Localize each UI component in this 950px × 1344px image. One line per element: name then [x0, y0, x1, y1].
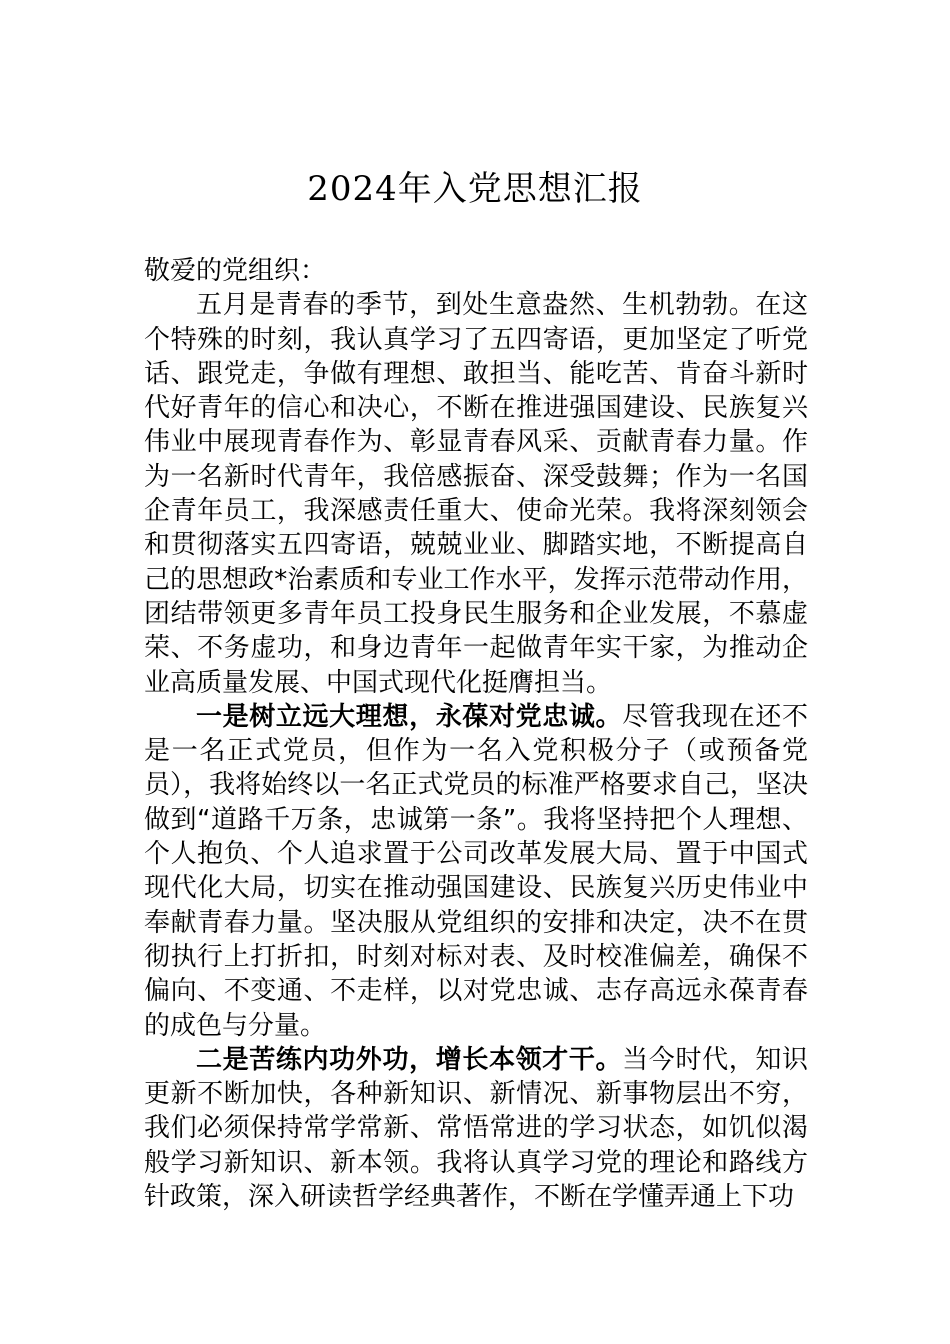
paragraph-intro [144, 288, 808, 700]
document-body [144, 254, 808, 1214]
paragraph-heading: 二是苦练内功外功，增长本领才干。 [196, 1044, 623, 1075]
paragraph-text: 当今时代，知识更新不断加快，各种新知识、新情况、新事物层出不穷，我们必须保持常学常新、常悟常进的学习状态，如饥似渴般学习新知识、新本领。我将认真学习党的理论和路线方针政策，深入研读哲学经典著作，不断在学懂弄通上下功 [144, 1044, 808, 1213]
paragraph-text: 五月是青春的季节，到处生意盎然、生机勃勃。在这个特殊的时刻，我认真学习了五四寄语，更加坚定了听党话、跟党走，争做有理想、敢担当、能吃苦、肯奋斗新时代好青年的信心和决心，不断在推进强国建设、民族复兴伟业中展现青春作为、彰显青春风采、贡献青春力量。作为一名新时代青年，我倍感振奋、深受鼓舞；作为一名国企青年员工，我深感责任重大、使命光荣。我将深刻领会和贯彻落实五四寄语，兢兢业业、脚踏实地，不断提高自己的思想政*治素质和专业工作水平，发挥示范带动作用，团结带领更多青年员工投身民生服务和企业发展，不慕虚荣、不务虚功，和身边青年一起做青年实干家，为推动企业高质量发展、中国式现代化挺膺担当。 [144, 290, 808, 698]
paragraph-ideal-loyalty [144, 700, 808, 1043]
paragraph-text: 尽管我现在还不是一名正式党员，但作为一名入党积极分子（或预备党员），我将始终以一名正式党员的标准严格要求自己，坚决做到“道路千万条，忠诚第一条”。我将坚持把个人理想、个人抱负、个人追求置于公司改革发展大局、置于中国式现代化大局，切实在推动强国建设、民族复兴历史伟业中奉献青春力量。坚决服从党组织的安排和决定，决不在贯彻执行上打折扣，时刻对标对表、及时校准偏差，确保不偏向、不变通、不走样，以对党忠诚、志存高远永葆青春的成色与分量。 [144, 701, 808, 1041]
salutation: 敬爱的党组织： [144, 256, 327, 286]
document-title: 2024年入党思想汇报 [307, 169, 643, 209]
paragraph-skills [144, 1043, 808, 1214]
paragraph-heading: 一是树立远大理想，永葆对党忠诚。 [196, 701, 623, 732]
